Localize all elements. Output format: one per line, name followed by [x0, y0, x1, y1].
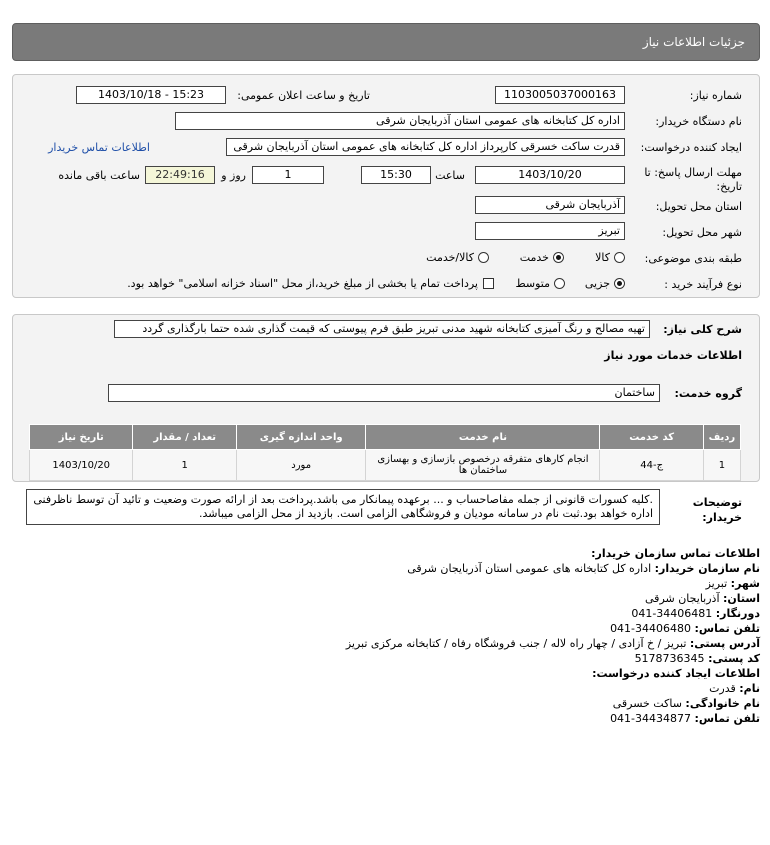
contact-province: استان: آذربایجان شرقی — [645, 592, 760, 605]
category-service-radio[interactable] — [553, 252, 564, 263]
days-field[interactable]: 1 — [252, 166, 324, 184]
buyer-org-field[interactable]: اداره کل کتابخانه های عمومی استان آذربایجان شرقی — [175, 112, 625, 130]
remaining-label: ساعت باقی مانده — [58, 169, 140, 182]
process-label: نوع فرآیند خرید : — [664, 278, 742, 291]
service-code-cell: ج-44 — [600, 450, 703, 481]
col-code-header: کد خدمت — [600, 425, 703, 450]
process-minor-label: جزیی — [584, 277, 610, 290]
contact-postal: کد پستی: 5178736345 — [634, 652, 760, 665]
deadline-time-label: ساعت — [435, 169, 465, 182]
announce-field[interactable]: 1403/10/18 - 15:23 — [76, 86, 226, 104]
category-label: طبقه بندی موضوعی: — [644, 252, 742, 265]
announce-label: تاریخ و ساعت اعلان عمومی: — [237, 89, 370, 102]
requester-label: ایجاد کننده درخواست: — [640, 141, 742, 154]
buyer-notes-label-2: خریدار: — [702, 511, 742, 524]
creator-phone: تلفن تماس: 041-34434877 — [610, 712, 760, 725]
contact-org: نام سازمان خریدار: اداره کل کتابخانه های عمومی استان آذربایجان شرقی — [407, 562, 760, 575]
col-qty-header: تعداد / مقدار — [133, 425, 236, 450]
creator-first-name: نام: قدرت — [709, 682, 760, 695]
category-goods-service-label: کالا/خدمت — [426, 251, 474, 264]
service-group-label: گروه خدمت: — [674, 387, 742, 400]
buyer-org-label: نام دستگاه خریدار: — [655, 115, 742, 128]
buyer-notes-box: .کلیه کسورات قانونی از جمله مفاصاحساب و ... برعهده پیمانکار می باشد.پرداخت بعد از ارائه صورت وضعیت و تائید آن توسط ناظرفنی اداره خواهد بود.ثبت نام در سامانه مودیان و فروشگاهی الزامی است. بازدید از محل الزامی میباشد. — [26, 489, 660, 525]
treasury-checkbox-label: پرداخت تمام یا بخشی از مبلغ خرید،از محل "اسناد خزانه اسلامی" خواهد بود. — [127, 277, 478, 290]
creator-title: اطلاعات ایجاد کننده درخواست: — [592, 667, 760, 680]
unit-cell: مورد — [236, 450, 366, 481]
category-goods-service-radio[interactable] — [478, 252, 489, 263]
col-unit-header: واحد اندازه گیری — [236, 425, 366, 450]
service-group-field[interactable]: ساختمان — [108, 384, 660, 402]
table-row[interactable] — [30, 450, 741, 481]
process-medium-label: متوسط — [515, 277, 550, 290]
services-table-header — [30, 425, 741, 450]
summary-label: شرح کلی نیاز: — [663, 323, 742, 336]
city-label: شهر محل تحویل: — [662, 226, 742, 239]
process-minor-radio[interactable] — [614, 278, 625, 289]
contact-city: شهر: تبریز — [705, 577, 760, 590]
contact-fax: دورنگار: 041-34406481 — [631, 607, 760, 620]
page-header — [12, 23, 760, 61]
need-date-cell: 1403/10/20 — [30, 450, 133, 481]
province-field[interactable]: آذربایجان شرقی — [475, 196, 625, 214]
service-name-cell: انجام کارهای متفرقه درخصوص بازسازی و بهسازی ساختمان ها — [366, 450, 600, 481]
treasury-checkbox[interactable] — [483, 278, 494, 289]
deadline-time-field[interactable]: 15:30 — [361, 166, 431, 184]
need-number-field[interactable]: 1103005037000163 — [495, 86, 625, 104]
category-goods-radio[interactable] — [614, 252, 625, 263]
summary-field[interactable]: تهیه مصالح و رنگ آمیزی کتابخانه شهید مدنی تبریز طبق فرم پیوستی که قیمت گذاری شده حتما بارگذاری گردد — [114, 320, 650, 338]
requester-field[interactable]: قدرت ساکت خسرقی کارپرداز اداره کل کتابخانه های عمومی استان آذربایجان شرقی — [226, 138, 625, 156]
services-section-title: اطلاعات خدمات مورد نیاز — [604, 349, 742, 362]
need-number-label: شماره نیاز: — [689, 89, 742, 102]
creator-last-name: نام خانوادگی: ساکت خسرقی — [612, 697, 760, 710]
deadline-date-label: تاریخ: — [716, 180, 742, 193]
col-date-header: تاریخ نیاز — [30, 425, 133, 450]
page-title: جزئیات اطلاعات نیاز — [642, 35, 745, 49]
contact-title: اطلاعات تماس سازمان خریدار: — [591, 547, 760, 560]
remaining-time-field: 22:49:16 — [145, 166, 215, 184]
province-label: استان محل تحویل: — [655, 200, 742, 213]
col-row-header: ردیف — [703, 425, 740, 450]
process-medium-radio[interactable] — [554, 278, 565, 289]
contact-address: آدرس پستی: تبریز / خ آزادی / چهار راه لاله / جنب فروشگاه رفاه / کتابخانه مرکزی تبریز — [345, 637, 760, 650]
category-service-label: خدمت — [519, 251, 549, 264]
deadline-date-field[interactable]: 1403/10/20 — [475, 166, 625, 184]
buyer-notes-label: توضیحات — [692, 496, 742, 509]
city-field[interactable]: تبریز — [475, 222, 625, 240]
deadline-label: مهلت ارسال پاسخ: تا — [644, 166, 742, 179]
quantity-cell: 1 — [133, 450, 236, 481]
row-number-cell: 1 — [703, 450, 740, 481]
services-table — [29, 424, 741, 481]
days-label: روز و — [221, 169, 246, 182]
contact-phone: تلفن تماس: 041-34406480 — [610, 622, 760, 635]
category-goods-label: کالا — [595, 251, 610, 264]
buyer-contact-link[interactable]: اطلاعات تماس خریدار — [48, 141, 150, 154]
col-name-header: نام خدمت — [366, 425, 600, 450]
